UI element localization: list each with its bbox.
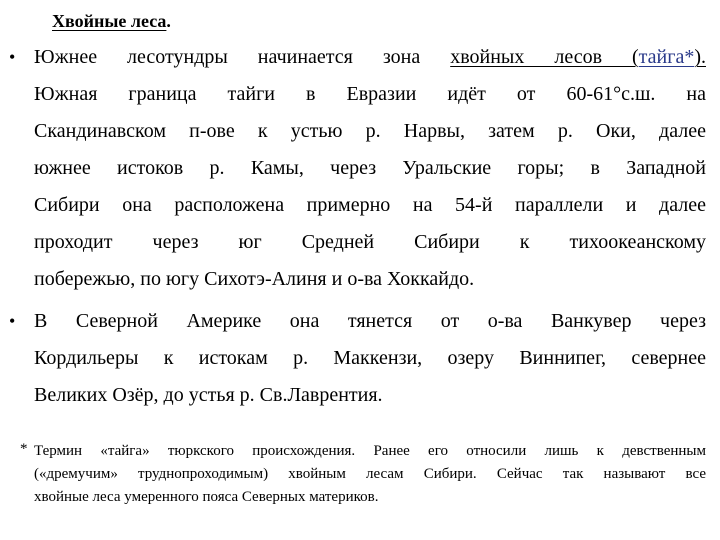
footnote-marker: * [20, 441, 28, 457]
text-line [34, 39, 706, 76]
text-fragment: Южная граница тайги в Евразии идёт от 60-61°с.ш. на [34, 83, 706, 105]
bullet-taiga-eurasia [0, 39, 720, 298]
text-line [34, 377, 706, 414]
text-fragment: побережью, по югу Сихотэ-Алиня и о-ва Хоккайдо. [34, 268, 475, 290]
text-line [34, 113, 706, 150]
text-line [34, 340, 706, 377]
text-fragment: Южнее лесотундры начинается зона [34, 46, 451, 68]
bullet-taiga-north-america [0, 303, 720, 414]
text-fragment: проходит через юг Средней Сибири к тихоокеанскому [34, 231, 706, 253]
bullet-text [34, 39, 706, 298]
text-line [34, 303, 706, 340]
text-line [34, 187, 706, 224]
title-text: Хвойные леса [52, 11, 167, 31]
footnote-line: хвойные леса умеренного пояса Северных материков. [34, 489, 379, 505]
term-underlined: хвойных лесов [450, 46, 603, 68]
text-fragment: Великих Озёр, до устья р. Св.Лаврентия. [34, 384, 383, 406]
footnote-line: Термин «тайга» тюркского происхождения. Ранее его относили лишь к девственным [34, 443, 706, 459]
text-line [34, 261, 706, 298]
text-line [34, 150, 706, 187]
text-line [34, 224, 706, 261]
bullet-text [34, 303, 706, 414]
text-fragment: Кордильеры к истокам р. Маккензи, озеру Виннипег, севернее [34, 347, 706, 369]
footnote [0, 440, 720, 509]
text-line [34, 76, 706, 113]
text-fragment: Скандинавском п-ове к устью р. Нарвы, затем р. Оки, далее [34, 120, 706, 142]
text-fragment: южнее истоков р. Камы, через Уральские горы; в Западной [34, 157, 706, 179]
footnote-line: («дремучим» труднопроходимым) хвойным лесам Сибири. Сейчас так называют все [34, 466, 706, 482]
text-fragment: Сибири она расположена примерно на 54-й параллели и далее [34, 194, 706, 216]
term-underlined: ). [694, 46, 706, 68]
bullet-marker: • [9, 47, 16, 67]
term-taiga-link: тайга* [638, 46, 695, 68]
page-title [52, 9, 171, 33]
title-period: . [166, 11, 171, 31]
bullet-marker: • [9, 311, 16, 331]
footnote-text [34, 440, 706, 509]
text-fragment: В Северной Америке она тянется от о-ва Ванкувер через [34, 310, 706, 332]
term-underlined: ( [602, 46, 639, 68]
